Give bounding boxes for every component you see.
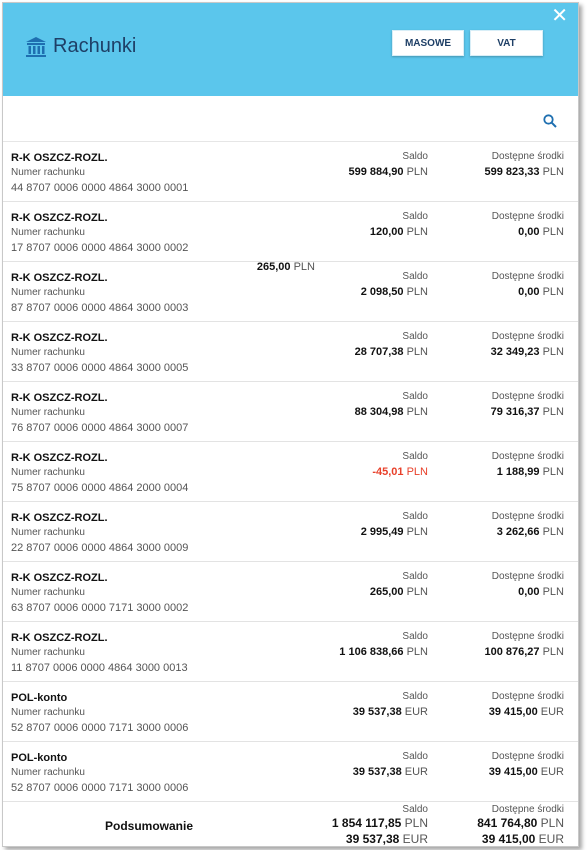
saldo-value: 120,00 [369, 226, 404, 238]
summary-available-label: Dostępne środki [491, 804, 564, 815]
available-value: 0,00 [518, 226, 540, 238]
available-label: Dostępne środki [491, 271, 564, 282]
saldo-label: Saldo [402, 751, 428, 762]
saldo-currency: EUR [404, 706, 428, 718]
saldo-currency: PLN [406, 586, 428, 598]
saldo-label: Saldo [402, 691, 428, 702]
title-group [25, 35, 136, 58]
saldo-label: Saldo [402, 211, 428, 222]
available-label: Dostępne środki [491, 151, 564, 162]
saldo-amount [353, 766, 428, 778]
accounts-dialog [2, 2, 579, 847]
summary-saldo-value: 39 537,38 [345, 832, 400, 846]
available-currency: PLN [542, 586, 564, 598]
available-amount [489, 766, 564, 778]
account-row[interactable] [3, 262, 578, 322]
account-number: 22 8707 0006 0000 4864 3000 0009 [11, 542, 189, 554]
saldo-amount [372, 466, 428, 478]
saldo-label: Saldo [402, 631, 428, 642]
available-currency: EUR [540, 766, 564, 778]
summary-saldo-amount [346, 832, 428, 846]
dialog-header [3, 3, 578, 96]
available-label: Dostępne środki [491, 331, 564, 342]
saldo-value: 1 106 838,66 [339, 646, 404, 658]
saldo-value: 88 304,98 [354, 406, 404, 418]
saldo-currency: PLN [406, 346, 428, 358]
summary-saldo-currency: PLN [404, 816, 428, 830]
saldo-value: 28 707,38 [354, 346, 404, 358]
available-value: 100 876,27 [484, 646, 540, 658]
available-label: Dostępne środki [491, 511, 564, 522]
account-row[interactable] [3, 382, 578, 442]
account-name: R-K OSZCZ-ROZL. [11, 272, 108, 284]
saldo-currency: PLN [406, 406, 428, 418]
saldo-value: 2 098,50 [360, 286, 404, 298]
account-row[interactable] [3, 442, 578, 502]
summary-available-amount [477, 816, 564, 830]
available-amount [497, 526, 564, 538]
saldo-amount [370, 226, 428, 238]
available-label: Dostępne środki [491, 751, 564, 762]
available-amount [491, 406, 564, 418]
available-value: 0,00 [518, 286, 540, 298]
available-currency: PLN [542, 346, 564, 358]
saldo-amount [348, 166, 428, 178]
account-row[interactable] [3, 562, 578, 622]
saldo-amount [355, 346, 428, 358]
account-row[interactable] [3, 682, 578, 742]
saldo-currency: PLN [406, 526, 428, 538]
saldo-value: 39 537,38 [352, 766, 402, 778]
account-row[interactable] [3, 142, 578, 202]
search-icon[interactable] [543, 114, 557, 128]
available-value: 39 415,00 [488, 766, 538, 778]
saldo-label: Saldo [402, 451, 428, 462]
account-row[interactable] [3, 502, 578, 562]
account-name: R-K OSZCZ-ROZL. [11, 212, 108, 224]
available-label: Dostępne środki [491, 451, 564, 462]
search-bar [3, 96, 578, 142]
saldo-value: 599 884,90 [348, 166, 404, 178]
accounts-list [3, 142, 578, 847]
close-icon[interactable]: ✕ [551, 5, 568, 27]
summary-row [3, 802, 578, 847]
account-name: R-K OSZCZ-ROZL. [11, 452, 108, 464]
available-currency: PLN [542, 646, 564, 658]
available-value: 79 316,37 [490, 406, 540, 418]
account-name: R-K OSZCZ-ROZL. [11, 332, 108, 344]
saldo-amount [361, 286, 428, 298]
account-number: 87 8707 0006 0000 4864 3000 0003 [11, 302, 189, 314]
saldo-amount [353, 706, 428, 718]
summary-available-currency: EUR [538, 832, 564, 846]
bank-icon [25, 36, 47, 58]
saldo-label: Saldo [402, 271, 428, 282]
blocked-value: 265,00 [256, 261, 291, 273]
account-row[interactable] [3, 202, 578, 262]
saldo-value: 2 995,49 [360, 526, 404, 538]
available-amount [518, 286, 564, 298]
summary-saldo-amount [332, 816, 428, 830]
account-number-label: Numer rachunku [11, 707, 85, 718]
available-value: 3 262,66 [496, 526, 540, 538]
blocked-currency: PLN [293, 261, 315, 273]
account-number: 52 8707 0006 0000 7171 3000 0006 [11, 722, 189, 734]
account-name: R-K OSZCZ-ROZL. [11, 572, 108, 584]
saldo-label: Saldo [402, 151, 428, 162]
summary-saldo-label: Saldo [402, 804, 428, 815]
available-amount [497, 466, 564, 478]
available-amount [491, 346, 564, 358]
account-number: 17 8707 0006 0000 4864 3000 0002 [11, 242, 189, 254]
summary-available-value: 841 764,80 [477, 816, 538, 830]
account-number: 44 8707 0006 0000 4864 3000 0001 [11, 182, 189, 194]
account-number: 11 8707 0006 0000 4864 3000 0013 [11, 662, 188, 674]
saldo-label: Saldo [402, 571, 428, 582]
saldo-amount [370, 586, 428, 598]
page-title: Rachunki [53, 35, 137, 57]
summary-available-amount [482, 832, 564, 846]
summary-title: Podsumowanie [105, 819, 194, 833]
account-number-label: Numer rachunku [11, 527, 85, 538]
account-name: R-K OSZCZ-ROZL. [11, 152, 108, 164]
available-currency: EUR [540, 706, 564, 718]
account-name: R-K OSZCZ-ROZL. [11, 512, 108, 524]
account-row[interactable] [3, 622, 578, 682]
blocked-amount [257, 261, 315, 273]
available-value: 1 188,99 [496, 466, 540, 478]
account-number-label: Numer rachunku [11, 587, 85, 598]
account-row[interactable] [3, 322, 578, 382]
account-number-label: Numer rachunku [11, 287, 85, 298]
available-value: 0,00 [518, 586, 540, 598]
account-name: POL-konto [11, 752, 68, 764]
available-label: Dostępne środki [491, 631, 564, 642]
account-name: POL-konto [11, 692, 68, 704]
available-currency: PLN [542, 406, 564, 418]
account-number-label: Numer rachunku [11, 227, 85, 238]
available-currency: PLN [542, 166, 564, 178]
available-label: Dostępne środki [491, 211, 564, 222]
available-currency: PLN [542, 226, 564, 238]
saldo-label: Saldo [402, 391, 428, 402]
saldo-label: Saldo [402, 331, 428, 342]
available-amount [484, 646, 564, 658]
account-number: 63 8707 0006 0000 7171 3000 0002 [11, 602, 189, 614]
available-amount [489, 706, 564, 718]
available-currency: PLN [542, 286, 564, 298]
available-label: Dostępne środki [491, 571, 564, 582]
account-number: 52 8707 0006 0000 7171 3000 0006 [11, 782, 189, 794]
account-number: 33 8707 0006 0000 4864 3000 0005 [11, 362, 189, 374]
summary-saldo-value: 1 854 117,85 [331, 816, 402, 830]
available-amount [518, 586, 564, 598]
account-number-label: Numer rachunku [11, 647, 85, 658]
summary-available-currency: PLN [540, 816, 564, 830]
saldo-value: -45,01 [372, 466, 404, 478]
summary-available-value: 39 415,00 [481, 832, 536, 846]
available-amount [518, 226, 564, 238]
saldo-value: 39 537,38 [352, 706, 402, 718]
saldo-currency: PLN [406, 286, 428, 298]
saldo-amount [355, 406, 428, 418]
available-amount [484, 166, 564, 178]
account-number-label: Numer rachunku [11, 467, 85, 478]
account-number: 76 8707 0006 0000 4864 3000 0007 [11, 422, 189, 434]
account-number-label: Numer rachunku [11, 767, 85, 778]
saldo-value: 265,00 [369, 586, 404, 598]
saldo-currency: PLN [406, 226, 428, 238]
account-number-label: Numer rachunku [11, 407, 85, 418]
masowe-button[interactable]: MASOWE [392, 30, 464, 56]
account-number-label: Numer rachunku [11, 347, 85, 358]
saldo-currency: EUR [404, 766, 428, 778]
available-currency: PLN [542, 526, 564, 538]
saldo-currency: PLN [406, 466, 428, 478]
available-value: 32 349,23 [490, 346, 540, 358]
account-name: R-K OSZCZ-ROZL. [11, 392, 108, 404]
saldo-currency: PLN [406, 166, 428, 178]
available-value: 39 415,00 [488, 706, 538, 718]
available-label: Dostępne środki [491, 391, 564, 402]
account-number-label: Numer rachunku [11, 167, 85, 178]
summary-saldo-currency: EUR [402, 832, 428, 846]
vat-button[interactable]: VAT [470, 30, 543, 56]
available-label: Dostępne środki [491, 691, 564, 702]
account-row[interactable] [3, 742, 578, 802]
saldo-currency: PLN [406, 646, 428, 658]
account-number: 75 8707 0006 0000 4864 2000 0004 [11, 482, 189, 494]
saldo-amount [361, 526, 428, 538]
saldo-label: Saldo [402, 511, 428, 522]
available-value: 599 823,33 [484, 166, 540, 178]
available-currency: PLN [542, 466, 564, 478]
saldo-amount [339, 646, 428, 658]
account-name: R-K OSZCZ-ROZL. [11, 632, 108, 644]
